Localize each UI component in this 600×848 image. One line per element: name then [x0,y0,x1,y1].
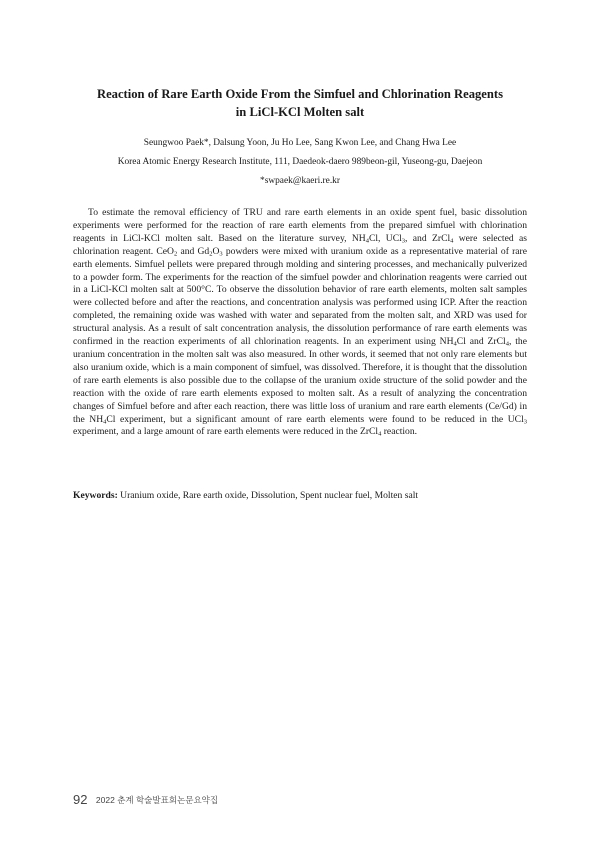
abstract-text: reaction. [381,426,418,438]
subscript: 4 [378,430,382,438]
subscript: 2 [209,250,213,258]
abstract-text: Cl experiment, but a significant amount of rare earth elements were found to be reduced in the UCl [106,413,524,425]
subscript: 4 [453,340,457,348]
abstract-text: O [212,245,220,257]
keywords-text: Uranium oxide, Rare earth oxide, Dissolution, Spent nuclear fuel, Molten salt [117,490,419,501]
corresponding-email: *swpaek@kaeri.re.kr [260,176,340,186]
subscript: 4 [450,237,454,245]
keywords [73,489,527,502]
abstract-text: and Gd [177,245,210,257]
footer-text: 2022 춘계 학술발표회논문요약집 [95,795,219,805]
subscript: 3 [523,418,527,425]
abstract-body [73,207,527,439]
abstract-text: were selected as chlorination reagent. CeO [73,232,527,257]
subscript: 3 [219,250,223,258]
abstract-text: Cl and ZrCl [456,336,506,348]
subscript: 4 [103,418,107,425]
abstract-text: Cl, UCl [368,232,402,244]
page-number: 92 [73,792,88,807]
paper-title [60,85,540,121]
title-line-1: Reaction of Rare Earth Oxide From the Simfuel and Chlorination Reagents [96,87,503,101]
abstract-text: , and ZrCl [405,232,451,244]
abstract-text: experiment, and a large amount of rare earth elements were reduced in the ZrCl [73,426,379,438]
subscript: 2 [173,250,178,258]
keywords-label: Keywords: [73,490,118,501]
affiliation: Korea Atomic Energy Research Institute, 111, Daedeok-daero 989beon-gil, Yuseong-gu, Daejeon [117,157,483,167]
abstract-text: , the uranium concentration in the molten salt was also measured. In other words, it seemed that not only rare elements but also uranium oxide, which is a main component of simfuel, was dissolved. Therefore, it is thought that the dissolution of rare earth elements is also possible due to the collapse of the uranium oxide structure of the solid powder and the reaction with the oxide of rare earth elements exposed to molten salt. As a result of analyzing the concentration changes of Simfuel before and after each reaction, there was little loss of uranium and rare earth elements (Ce/Gd) in the NH [73,336,527,425]
subscript: 4 [365,237,369,245]
subscript: 3 [401,237,406,245]
page-footer [73,791,218,809]
abstract-text: To estimate the removal efficiency of TRU and rare earth elements in an oxide spent fuel, basic dissolution experiments were performed for the reaction of rare earth elements from the prepared simfuel with chlorination reagents in LiCl-KCl molten salt. Based on the literature survey, NH [73,207,527,244]
subscript: 4 [505,340,509,348]
abstract-text: powders were mixed with uranium oxide as a representative material of rare earth elements. Simfuel pellets were prepared through molding and sintering processes, and mechanically pulverized to a powder form. The experiments for the reaction of the simfuel powder and chlorination reagents were carried out in a LiCl-KCl molten salt at 500°C. To observe the dissolution behavior of rare earth elements, molten salt samples were collected before and after the reactions, and concentration analysis was performed using ICP. After the reaction completed, the remaining oxide was washed with water and separated from the molten salt, and XRD was used for structural analysis. As a result of salt concentration analysis, the dissolution performance of rare earth elements was confirmed in the reaction experiments of all chlorination reagents. In an experiment using NH [73,245,527,348]
title-line-2: in LiCl-KCl Molten salt [235,105,365,119]
author-list: Seungwoo Paek*, Dalsung Yoon, Ju Ho Lee, Sang Kwon Lee, and Chang Hwa Lee [143,138,457,148]
